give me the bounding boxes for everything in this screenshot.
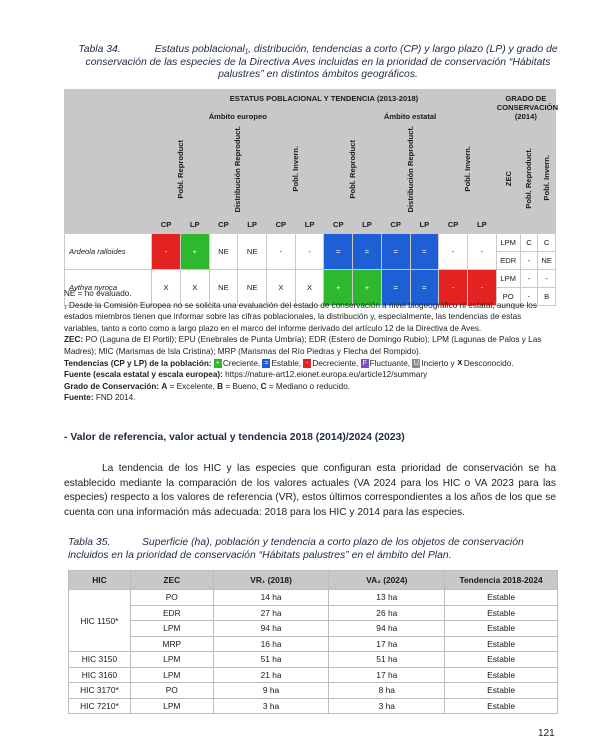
zec-cell: LPM — [496, 233, 520, 251]
legend-label: Desconocido. — [463, 358, 514, 368]
fuente-note: Fuente (escala estatal y escala europea): https://nature-art12.eionet.europa.eu/article12/summary — [64, 370, 428, 380]
vr-cell: 3 ha — [213, 698, 329, 714]
table-row — [69, 590, 558, 606]
zec-cell: LPM — [496, 269, 520, 287]
table-35-caption — [68, 537, 558, 562]
legend-label: Fluctuante, — [369, 358, 411, 368]
legend-swatch: - — [303, 359, 311, 368]
trend-cell: = — [381, 233, 410, 269]
species-name: Ardeola ralloides — [65, 233, 152, 269]
es-pobl-invern-header: Pobl. Invern. — [439, 126, 497, 216]
tendencia-cell: Estable — [445, 636, 558, 652]
va-cell: 3 ha — [329, 698, 445, 714]
vr-cell: 16 ha — [213, 636, 329, 652]
grado-header: GRADO DE CONSERVACIÓN (2014) — [496, 90, 555, 126]
zec-cell: PO — [130, 590, 213, 606]
cp-header: CP — [152, 215, 181, 233]
va-cell: 51 ha — [329, 652, 445, 668]
table-row — [69, 698, 558, 714]
table-row — [65, 233, 556, 251]
table-34-caption-text: Estatus poblacional₁, distribución, tendencias a corto (CP) y largo plazo (LP) y grado de conservación de las especies de la Directiva Aves incluidas en la prioridad de conservación “Hábitats palustres” en distintos ámbitos geográficos. — [85, 44, 558, 80]
tendencias-legend: Tendencias (CP y LP) de la población: + Creciente, = Estable, - Decreciente, F Fluctuante, U Incierto y X Desconocido. — [64, 358, 514, 368]
zec-cell: EDR — [130, 605, 213, 621]
grado-pobl-invern-header: Pobl. Invern. — [538, 126, 556, 234]
hic-cell: HIC 3150 — [69, 652, 131, 668]
lp-header: LP — [410, 215, 439, 233]
trend-cell: = — [381, 269, 410, 305]
legend-label: Creciente, — [222, 358, 261, 368]
table-35 — [68, 570, 558, 714]
trend-cell: - — [439, 269, 468, 305]
grado-pobl-reproduct-header: Pobl. Reproduct. — [520, 126, 538, 234]
es-distribucion-header: Distribución Reproduct. — [381, 126, 438, 216]
vr-cell: 27 ha — [213, 605, 329, 621]
table-34-notes — [64, 288, 556, 404]
table-row — [69, 605, 558, 621]
zec-cell: LPM — [130, 652, 213, 668]
vr-cell: 21 ha — [213, 667, 329, 683]
zec-col-header: ZEC — [130, 571, 213, 590]
table-34 — [64, 89, 559, 306]
cp-header: CP — [439, 215, 468, 233]
zec-header: ZEC — [496, 126, 520, 234]
legend-swatch: = — [264, 359, 269, 367]
trend-cell: + — [180, 233, 209, 269]
va-cell: 94 ha — [329, 621, 445, 637]
grado-note: Grado de Conservación: A = Excelente, B = Bueno, C = Mediano o reducido. — [64, 381, 351, 391]
trend-cell: = — [353, 233, 382, 269]
va-cell: 26 ha — [329, 605, 445, 621]
table-34-corner — [65, 90, 152, 234]
vr-cell: 51 ha — [213, 652, 329, 668]
zec-cell: EDR — [496, 251, 520, 269]
table-34-caption — [68, 44, 568, 82]
trend-cell: X — [180, 269, 209, 305]
table-row — [69, 636, 558, 652]
trend-cell: + — [353, 269, 382, 305]
eu-pobl-invern-header: Pobl. Invern. — [267, 126, 324, 216]
trend-cell: NE — [238, 233, 267, 269]
grado-reproduct-cell: - — [520, 287, 538, 305]
vr-col-header: VR₁ (2018) — [213, 571, 329, 590]
trend-cell: = — [324, 233, 353, 269]
hic-cell: HIC 1150* — [69, 590, 131, 652]
grado-reproduct-cell: C — [520, 233, 538, 251]
grado-invern-cell: C — [538, 233, 556, 251]
trend-cell: X — [152, 269, 181, 305]
zec-cell: LPM — [130, 698, 213, 714]
cp-header: CP — [324, 215, 353, 233]
grado-invern-cell: NE — [538, 251, 556, 269]
tendencia-col-header: Tendencia 2018-2024 — [445, 571, 558, 590]
grado-reproduct-cell: - — [520, 269, 538, 287]
footnote-1: ₁ Desde la Comisión Europea no se solicita una evaluación del estado de conservación a nivel biogeográfico ni estatal, aunque los estados miembros tienen que informar sobre las cifras poblacionales, la distribución y, especialmente, las tendencias de estas variables, tanto a corto como a largo plazo en el marco del informe derivado del artículo 12 de la Directiva de Aves. — [64, 300, 537, 333]
hic-col-header: HIC — [69, 571, 131, 590]
vr-cell: 14 ha — [213, 590, 329, 606]
trend-cell: - — [295, 233, 324, 269]
lp-header: LP — [353, 215, 382, 233]
cp-header: CP — [381, 215, 410, 233]
tendencia-cell: Estable — [445, 683, 558, 699]
table-row — [69, 652, 558, 668]
lp-header: LP — [295, 215, 324, 233]
hic-cell: HIC 3160 — [69, 667, 131, 683]
legend-swatch: U — [413, 359, 419, 367]
va-cell: 13 ha — [329, 590, 445, 606]
table-row — [65, 269, 556, 287]
table-35-label: Tabla 35. — [68, 537, 111, 548]
tendencia-cell: Estable — [445, 621, 558, 637]
va-col-header: VA₂ (2024) — [329, 571, 445, 590]
zec-note: ZEC: PO (Laguna de El Portil); EPU (Enebrales de Punta Umbría); EDR (Estero de Domingo Rubio); LPM (Lagunas de Palos y Las Madres); MIC (Marismas de Isla Cristina); MRP (Marismas del Río Piedras y Flecha del Rompido). — [64, 335, 542, 356]
table-35-body — [69, 590, 558, 714]
legend-swatch: + — [215, 359, 220, 367]
zec-cell: PO — [496, 287, 520, 305]
trend-cell: X — [267, 269, 296, 305]
trend-cell: NE — [209, 233, 238, 269]
tendencia-cell: Estable — [445, 590, 558, 606]
trend-cell: - — [152, 233, 181, 269]
vr-cell: 94 ha — [213, 621, 329, 637]
legend-swatch: X — [457, 359, 463, 367]
table-row — [69, 621, 558, 637]
legend-label: Estable, — [271, 358, 302, 368]
tendencia-cell: Estable — [445, 667, 558, 683]
trend-cell: - — [467, 233, 496, 269]
section-heading: - Valor de referencia, valor actual y tendencia 2018 (2014)/2024 (2023) — [64, 432, 405, 443]
cp-header: CP — [267, 215, 296, 233]
legend-swatch: F — [362, 359, 367, 367]
legend-label: Decreciente, — [312, 358, 359, 368]
grado-reproduct-cell: - — [520, 251, 538, 269]
page-number: 121 — [538, 728, 555, 739]
status-header: ESTATUS POBLACIONAL Y TENDENCIA (2013-2018) — [152, 90, 497, 108]
table-row — [69, 683, 558, 699]
ambito-estatal-header: Ámbito estatal — [324, 108, 496, 126]
legend-label: Incierto y — [421, 358, 455, 368]
grado-invern-cell: - — [538, 269, 556, 287]
tendencia-cell: Estable — [445, 652, 558, 668]
trend-cell: - — [267, 233, 296, 269]
lp-header: LP — [180, 215, 209, 233]
ne-note: NE = no evaluado. — [64, 289, 132, 298]
body-paragraph: La tendencia de los HIC y las especies que configuran esta prioridad de conservación se ha establecido mediante la comparación de los valores actuales (VA 2024 para los HIC o VA 2023 para las especies) respecto a los valores de referencia (VR), estos últimos correspondientes a los años de los que se cuenta con una información más adecuada: 2018 para los HIC y 2014 para las especies. — [64, 463, 556, 518]
tendencia-cell: Estable — [445, 698, 558, 714]
zec-cell: PO — [130, 683, 213, 699]
eu-pobl-reproduct-header: Pobl. Reproduct — [152, 126, 209, 216]
table-34-label: Tabla 34. — [78, 44, 121, 55]
trend-cell: + — [324, 269, 353, 305]
hic-cell: HIC 3170* — [69, 683, 131, 699]
table-35-caption-text: Superficie (ha), población y tendencia a corto plazo de los objetos de conservación incluidos en la prioridad de conservación “Hábitats palustres” en el ámbito del Plan. — [68, 537, 524, 561]
grado-invern-cell: B — [538, 287, 556, 305]
trend-cell: = — [410, 269, 439, 305]
ambito-europeo-header: Ámbito europeo — [152, 108, 324, 126]
va-cell: 17 ha — [329, 636, 445, 652]
table-row — [69, 667, 558, 683]
trend-cell: - — [467, 269, 496, 305]
va-cell: 8 ha — [329, 683, 445, 699]
vr-cell: 9 ha — [213, 683, 329, 699]
eu-distribucion-header: Distribución Reproduct. — [209, 126, 266, 216]
zec-cell: LPM — [130, 667, 213, 683]
lp-header: LP — [238, 215, 267, 233]
trend-cell: NE — [209, 269, 238, 305]
trend-cell: = — [410, 233, 439, 269]
es-pobl-reproduct-header: Pobl. Reproduct — [324, 126, 381, 216]
cp-header: CP — [209, 215, 238, 233]
zec-cell: LPM — [130, 621, 213, 637]
trend-cell: X — [295, 269, 324, 305]
trend-cell: NE — [238, 269, 267, 305]
trend-cell: - — [439, 233, 468, 269]
lp-header: LP — [467, 215, 496, 233]
zec-cell: MRP — [130, 636, 213, 652]
species-name: Aythya nyroca — [65, 269, 152, 305]
fuente-fnd-note: Fuente: FND 2014. — [64, 393, 136, 403]
hic-cell: HIC 7210* — [69, 698, 131, 714]
va-cell: 17 ha — [329, 667, 445, 683]
tendencia-cell: Estable — [445, 605, 558, 621]
